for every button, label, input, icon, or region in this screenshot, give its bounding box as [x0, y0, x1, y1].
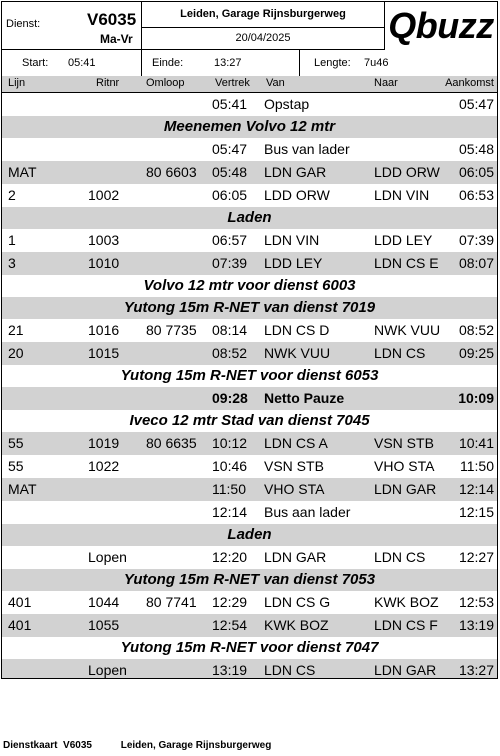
cell-naar: LDN CS: [374, 345, 426, 361]
table-row: [2, 252, 497, 275]
cell-omloop: 80 7741: [146, 594, 197, 610]
footer-dienst: V6035: [63, 740, 92, 751]
start-cell: [2, 50, 142, 76]
einde-cell: [142, 50, 300, 76]
footer: [3, 740, 271, 751]
cell-naar: LDN CS E: [374, 255, 439, 271]
cell-naar: VHO STA: [374, 458, 435, 474]
cell-ritnr: 1019: [88, 435, 120, 451]
cell-van: VHO STA: [264, 481, 325, 497]
cell-aank: 09:25: [458, 345, 494, 361]
table-row: [2, 591, 497, 614]
cell-vertrek: 12:29: [212, 594, 248, 610]
cell-van: NWK VUU: [264, 345, 331, 361]
cell-vertrek: 12:14: [212, 504, 248, 520]
table-row: [2, 161, 497, 184]
dienst-label: Dienst:: [6, 18, 41, 30]
cell-naar: LDN VIN: [374, 187, 430, 203]
cell-naar: LDN CS F: [374, 617, 438, 633]
cell-aank: 07:39: [458, 232, 494, 248]
cell-vertrek: 06:05: [212, 187, 248, 203]
footer-label: Dienstkaart: [3, 740, 58, 751]
start-label: Start:: [22, 57, 49, 69]
cell-vertrek: 08:52: [212, 345, 248, 361]
cell-van: Bus van lader: [264, 141, 350, 157]
section-header: Yutong 15m R-NET van dienst 7053: [2, 569, 497, 591]
einde-value: 13:27: [214, 57, 242, 69]
footer-garage: Leiden, Garage Rijnsburgerweg: [120, 740, 272, 751]
cell-naar: LDN GAR: [374, 481, 437, 497]
start-value: 05:41: [68, 57, 96, 69]
cell-vertrek: 09:28: [212, 390, 248, 406]
cell-naar: NWK VUU: [374, 322, 441, 338]
einde-label: Einde:: [152, 57, 184, 69]
cell-van: KWK BOZ: [264, 617, 329, 633]
table-row: [2, 229, 497, 252]
col-vertrek: Vertrek: [215, 77, 250, 89]
cell-ritnr: 1003: [88, 232, 120, 248]
dienst-days: Ma-Vr: [100, 32, 133, 46]
cell-lijn: 55: [8, 435, 24, 451]
cell-vertrek: 05:48: [212, 164, 248, 180]
section-header: Iveco 12 mtr Stad van dienst 7045: [2, 410, 497, 432]
cell-aank: 13:19: [458, 617, 494, 633]
cell-ritnr: 1016: [88, 322, 120, 338]
dienst-number: V6035: [87, 10, 137, 29]
cell-lijn: 20: [8, 345, 24, 361]
section-header: Meenemen Volvo 12 mtr: [2, 116, 497, 138]
cell-naar: VSN STB: [374, 435, 434, 451]
cell-ritnr: Lopen: [88, 662, 127, 678]
cell-vertrek: 10:46: [212, 458, 248, 474]
table-row: [2, 614, 497, 637]
cell-ritnr: Lopen: [88, 549, 127, 565]
cell-lijn: 2: [8, 187, 16, 203]
col-aankomst: Aankomst: [445, 77, 494, 89]
section-header: Laden: [2, 207, 497, 229]
cell-naar: LDN CS: [374, 549, 426, 565]
col-lijn: Lijn: [8, 77, 26, 89]
cell-lijn: 1: [8, 232, 16, 248]
col-naar: Naar: [374, 77, 398, 89]
date: 20/04/2025: [235, 32, 291, 44]
cell-omloop: 80 6603: [146, 164, 197, 180]
cell-van: Bus aan lader: [264, 504, 351, 520]
table-row: [2, 546, 497, 569]
cell-van: LDD LEY: [264, 255, 323, 271]
cell-lijn: 55: [8, 458, 24, 474]
cell-vertrek: 13:19: [212, 662, 248, 678]
cell-ritnr: 1002: [88, 187, 120, 203]
cell-vertrek: 12:20: [212, 549, 248, 565]
header: [2, 2, 497, 76]
cell-omloop: 80 6635: [146, 435, 197, 451]
cell-naar: LDD LEY: [374, 232, 433, 248]
cell-vertrek: 05:41: [212, 96, 248, 112]
section-header: Yutong 15m R-NET voor dienst 7047: [2, 637, 497, 659]
table-row: [2, 184, 497, 207]
dienstkaart: [1, 1, 498, 679]
cell-vertrek: 06:57: [212, 232, 248, 248]
section-header: Volvo 12 mtr voor dienst 6003: [2, 275, 497, 297]
cell-van: LDD ORW: [264, 187, 330, 203]
cell-naar: KWK BOZ: [374, 594, 439, 610]
cell-ritnr: 1044: [88, 594, 120, 610]
table-header: [2, 76, 497, 93]
table-row: [2, 138, 497, 161]
cell-vertrek: 08:14: [212, 322, 248, 338]
cell-lijn: MAT: [8, 164, 37, 180]
cell-van: LDN CS G: [264, 594, 331, 610]
cell-van: LDN GAR: [264, 549, 327, 565]
lengte-value: 7u46: [364, 57, 389, 69]
cell-lijn: 401: [8, 617, 32, 633]
table-row: [2, 501, 497, 524]
col-omloop: Omloop: [146, 77, 185, 89]
cell-vertrek: 10:12: [212, 435, 248, 451]
cell-naar: LDN GAR: [374, 662, 437, 678]
table-row: [2, 319, 497, 342]
cell-aank: 10:09: [458, 390, 494, 406]
cell-van: Opstap: [264, 96, 310, 112]
cell-ritnr: 1055: [88, 617, 120, 633]
section-header: Yutong 15m R-NET van dienst 7019: [2, 297, 497, 319]
cell-van: LDN GAR: [264, 164, 327, 180]
cell-aank: 13:27: [458, 662, 494, 678]
qbuzz-logo: Qbuzz: [388, 5, 494, 46]
section-header: Yutong 15m R-NET voor dienst 6053: [2, 365, 497, 387]
date-cell: [142, 28, 385, 50]
table-row: [2, 93, 497, 116]
cell-aank: 12:27: [458, 549, 494, 565]
garage-cell: [142, 2, 385, 28]
cell-van: LDN VIN: [264, 232, 320, 248]
cell-aank: 11:50: [460, 458, 494, 474]
cell-aank: 12:15: [458, 504, 494, 520]
cell-vertrek: 07:39: [212, 255, 248, 271]
table-row: [2, 387, 497, 410]
table-row: [2, 659, 497, 679]
cell-aank: 05:48: [458, 141, 494, 157]
cell-lijn: MAT: [8, 481, 37, 497]
table-row: [2, 342, 497, 365]
cell-omloop: 80 7735: [146, 322, 197, 338]
cell-ritnr: 1022: [88, 458, 120, 474]
cell-aank: 12:14: [458, 481, 494, 497]
cell-lijn: 401: [8, 594, 32, 610]
cell-van: Netto Pauze: [264, 390, 345, 406]
cell-lijn: 3: [8, 255, 16, 271]
table-row: [2, 432, 497, 455]
cell-van: LDN CS A: [264, 435, 328, 451]
garage-name: Leiden, Garage Rijnsburgerweg: [180, 8, 346, 20]
cell-vertrek: 12:54: [212, 617, 248, 633]
col-van: Van: [266, 77, 285, 89]
cell-vertrek: 05:47: [212, 141, 248, 157]
dienst-cell: [2, 2, 142, 50]
table-row: [2, 478, 497, 501]
cell-aank: 06:05: [458, 164, 494, 180]
cell-naar: LDD ORW: [374, 164, 440, 180]
cell-van: LDN CS: [264, 662, 316, 678]
cell-aank: 10:41: [458, 435, 494, 451]
cell-aank: 05:47: [458, 96, 494, 112]
cell-aank: 12:53: [458, 594, 494, 610]
cell-van: LDN CS D: [264, 322, 330, 338]
table-row: [2, 455, 497, 478]
cell-lijn: 21: [8, 322, 24, 338]
cell-ritnr: 1010: [88, 255, 120, 271]
cell-aank: 08:07: [458, 255, 494, 271]
trip-table: [2, 93, 497, 679]
cell-aank: 08:52: [458, 322, 494, 338]
cell-van: VSN STB: [264, 458, 324, 474]
col-ritnr: Ritnr: [96, 77, 120, 89]
cell-ritnr: 1015: [88, 345, 120, 361]
lengte-label: Lengte:: [314, 57, 351, 69]
section-header: Laden: [2, 524, 497, 546]
cell-aank: 06:53: [458, 187, 494, 203]
lengte-cell: [300, 50, 497, 76]
cell-vertrek: 11:50: [212, 481, 246, 497]
